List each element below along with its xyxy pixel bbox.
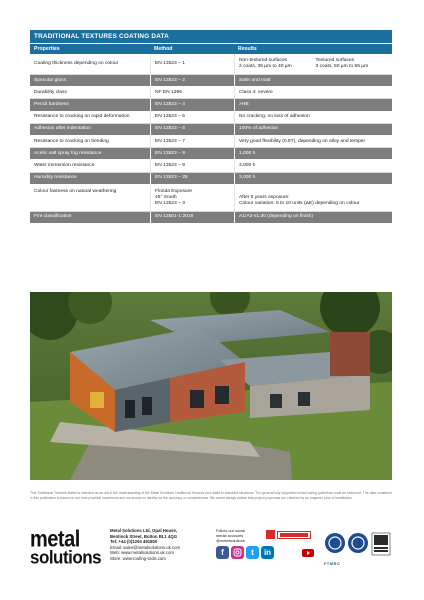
row-result: >HB	[234, 99, 392, 110]
company-address	[110, 528, 220, 562]
instagram-icon[interactable]	[231, 546, 244, 559]
row-property: Durability class	[34, 89, 67, 95]
follow-text: Follow our social media accounts @metalsolutions	[216, 528, 245, 543]
result-line: After 5 years exposure:	[239, 194, 290, 200]
coating-data-table	[30, 30, 392, 224]
facebook-icon[interactable]: f	[216, 546, 229, 559]
table-row	[30, 87, 392, 99]
footer	[30, 528, 392, 572]
table-row	[30, 173, 392, 185]
row-result: 3,000 h	[234, 173, 392, 184]
row-result	[234, 54, 392, 74]
row-result: 1,000 h	[234, 148, 392, 159]
ftmrc-label: FTMRC	[324, 562, 341, 566]
row-method: EN 13523 – 2	[150, 75, 234, 86]
certification-badges	[324, 530, 392, 564]
result-a-title: Non-textured surfaces	[239, 58, 288, 63]
linkedin-icon[interactable]: in	[261, 546, 274, 559]
row-property: Coating thickness depending on colour	[34, 61, 119, 66]
result-b-title: Textured surfaces	[315, 58, 355, 63]
row-property: Humidity resistance	[34, 175, 77, 181]
company-tel: Tel: +44 (0)1204 491800	[110, 539, 158, 545]
row-property: Colour fastness on natural weathering	[34, 188, 117, 194]
result-b-value: 3 coats, 50 µm to 55 µm	[315, 64, 369, 69]
row-property: Acetic salt spray fog resistance	[34, 150, 102, 156]
row-result: Very good flexibility (0.5T), depending on alloy and temper	[234, 136, 392, 147]
table-title: TRADITIONAL TEXTURES COATING DATA	[30, 30, 392, 44]
header-results: Results	[238, 46, 257, 52]
row-result	[234, 185, 392, 211]
row-method: EN 13523 – 6	[150, 124, 234, 135]
row-result: No cracking, no loss of adhesion	[234, 112, 392, 123]
social-icons	[216, 546, 274, 559]
method-line: Florida Exposure	[155, 188, 192, 194]
table-row	[30, 212, 392, 224]
header-properties: Properties	[34, 46, 60, 52]
method-line: 45° South	[155, 194, 177, 200]
row-method: EN 13523 – 8	[150, 148, 234, 159]
table-row	[30, 75, 392, 87]
table-row	[30, 112, 392, 124]
table-row	[30, 148, 392, 160]
row-result: 3,000 h	[234, 160, 392, 171]
row-method: EN 13523 – 25	[150, 173, 234, 184]
company-web[interactable]: Web: www.metalsolutions.uk.com	[110, 550, 174, 556]
row-method: EN 13523 – 4	[150, 99, 234, 110]
row-method: EN 13501-1:2018	[150, 212, 234, 223]
row-property: Resistance to cracking on rapid deformation	[34, 114, 130, 120]
row-property: Adhesion after indentation	[34, 126, 91, 132]
youtube-icon[interactable]	[302, 545, 314, 559]
row-property: Pencil hardness	[34, 101, 69, 107]
row-method: EN 13523 – 7	[150, 136, 234, 147]
row-result: A1/A2-s1,d0 (depending on finish)	[234, 212, 392, 223]
table-row	[30, 124, 392, 136]
row-result: 100% of adhesion	[234, 124, 392, 135]
building-photo	[30, 292, 392, 480]
row-property: Fire classification	[34, 214, 72, 220]
result-a-value: 2 coats, 35 µm to 40 µm	[239, 64, 292, 69]
result-line: Colour variation: 5 to 10 units (ΔE) depending on colour	[239, 200, 360, 206]
disclaimer-text: This Traditional Textures leaflet is intended as an aid in the understanding of the Metal Solutions Traditional Textures and relate to standard situations. The general fully supported metal roofing guidelines must be observed. The data contained in this publication is based on our best practical experience and we accept no liability for the accuracy or completeness. We would always advise that project proposals are checked by an engineer prior to installation.	[30, 491, 392, 501]
header-method: Method	[154, 46, 173, 52]
nfrc-logo	[264, 528, 316, 542]
table-row	[30, 136, 392, 148]
row-method: NF EN 1396	[150, 87, 234, 98]
company-email[interactable]: Email: sales@metalsolutions.uk.com	[110, 544, 181, 550]
table-row	[30, 160, 392, 172]
company-store[interactable]: Store: www.roofing-tools.com	[110, 555, 166, 561]
row-method: EN 13523 – 9	[150, 160, 234, 171]
row-method: EN 13523 – 1	[150, 54, 234, 74]
table-row	[30, 185, 392, 212]
metal-solutions-logo: metal solutions	[30, 526, 102, 568]
table-row	[30, 54, 392, 75]
row-result: Satin and matt	[234, 75, 392, 86]
row-result: Class 4: severe	[234, 87, 392, 98]
row-property: Water immersion resistance	[34, 162, 95, 168]
method-line: EN 13523 – 3	[155, 200, 185, 206]
row-property: Resistance to cracking on bending	[34, 138, 109, 144]
row-method	[150, 185, 234, 211]
table-row	[30, 99, 392, 111]
row-property: Specular gloss	[34, 77, 67, 83]
company-name-line2: Bentinck Street, Bolton BL1 4QG	[110, 533, 178, 539]
company-name-line1: Metal Solutions Ltd, Opal House,	[110, 528, 178, 533]
twitter-icon[interactable]: t	[246, 546, 259, 559]
row-method: EN 13523 – 5	[150, 112, 234, 123]
table-header	[30, 44, 392, 54]
